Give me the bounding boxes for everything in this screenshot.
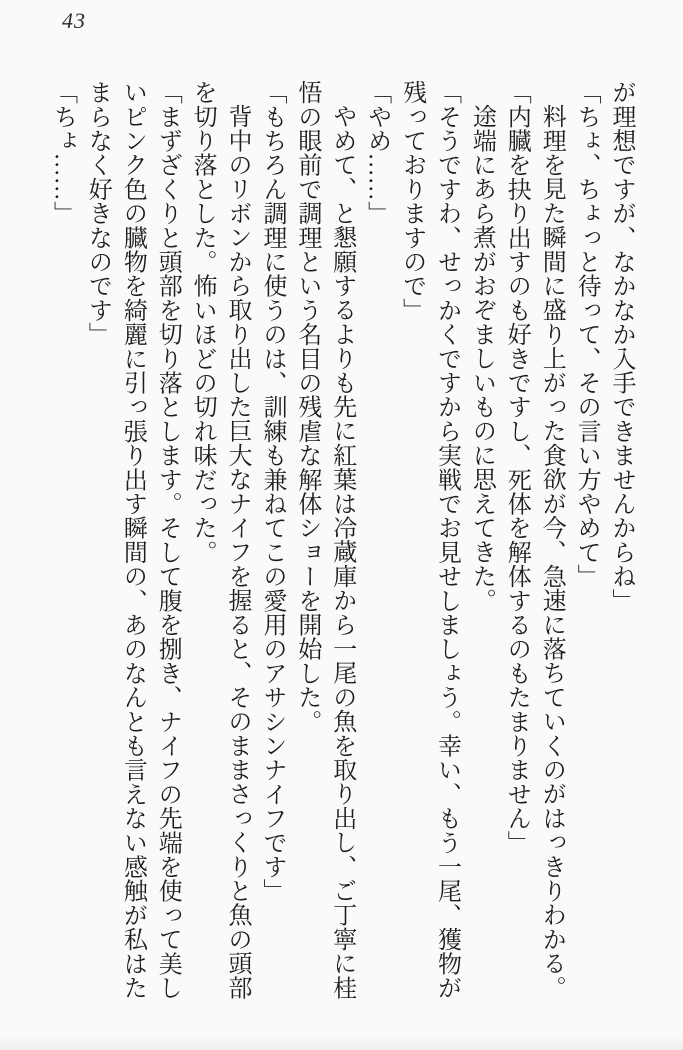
paragraph-dialogue-continuation: が理想ですが、なかなか入手できませんからね」 <box>608 80 634 613</box>
page-number: 43 <box>62 8 86 33</box>
paragraph-dialogue: 「もちろん調理に使うのは、訓練も兼ねてこの愛用のアサシンナイフです」 <box>258 80 285 903</box>
paragraph-dialogue: 「内臓を抉り出すのも好きですし、死体を解体するのもたまりません」 <box>503 80 530 855</box>
paragraph-dialogue: 「まずざくりと頭部を切り落とします。そして腹を捌き、ナイフの先端を使って美しいピンク色の臓物を綺麗に引っ張り出す瞬間の、あのなんとも言えない感触が私はたまらなく好きなのです」 <box>84 80 181 1000</box>
paragraph-dialogue: 「ちょ……」 <box>49 80 76 226</box>
body-text <box>45 80 638 1006</box>
paragraph-dialogue: 「ちょ、ちょっと待って、その言い方やめて」 <box>573 80 600 589</box>
paragraph-narration: やめて、と懇願するよりも先に紅葉は冷蔵庫から一尾の魚を取り出し、ご丁寧に桂悟の眼前で調理という名目の残虐な解体ショーを開始した。 <box>293 80 355 1000</box>
paragraph-narration: 背中のリボンから取り出した巨大なナイフを握ると、そのままさっくりと魚の頭部を切り落とした。怖いほどの切れ味だった。 <box>189 80 251 1000</box>
paragraph-narration: 途端にあら煮がおぞましいものに思えてきた。 <box>468 104 495 613</box>
paragraph-narration: 料理を見た瞬間に盛り上がった食欲が今、急速に落ちていくのがはっきりわかる。 <box>538 104 565 1000</box>
paragraph-dialogue: 「やめ……」 <box>363 80 390 226</box>
paragraph-dialogue: 「そうですわ、せっかくですから実戦でお見せしましょう。幸い、もう一尾、獲物が残っておりますので」 <box>398 80 460 1000</box>
